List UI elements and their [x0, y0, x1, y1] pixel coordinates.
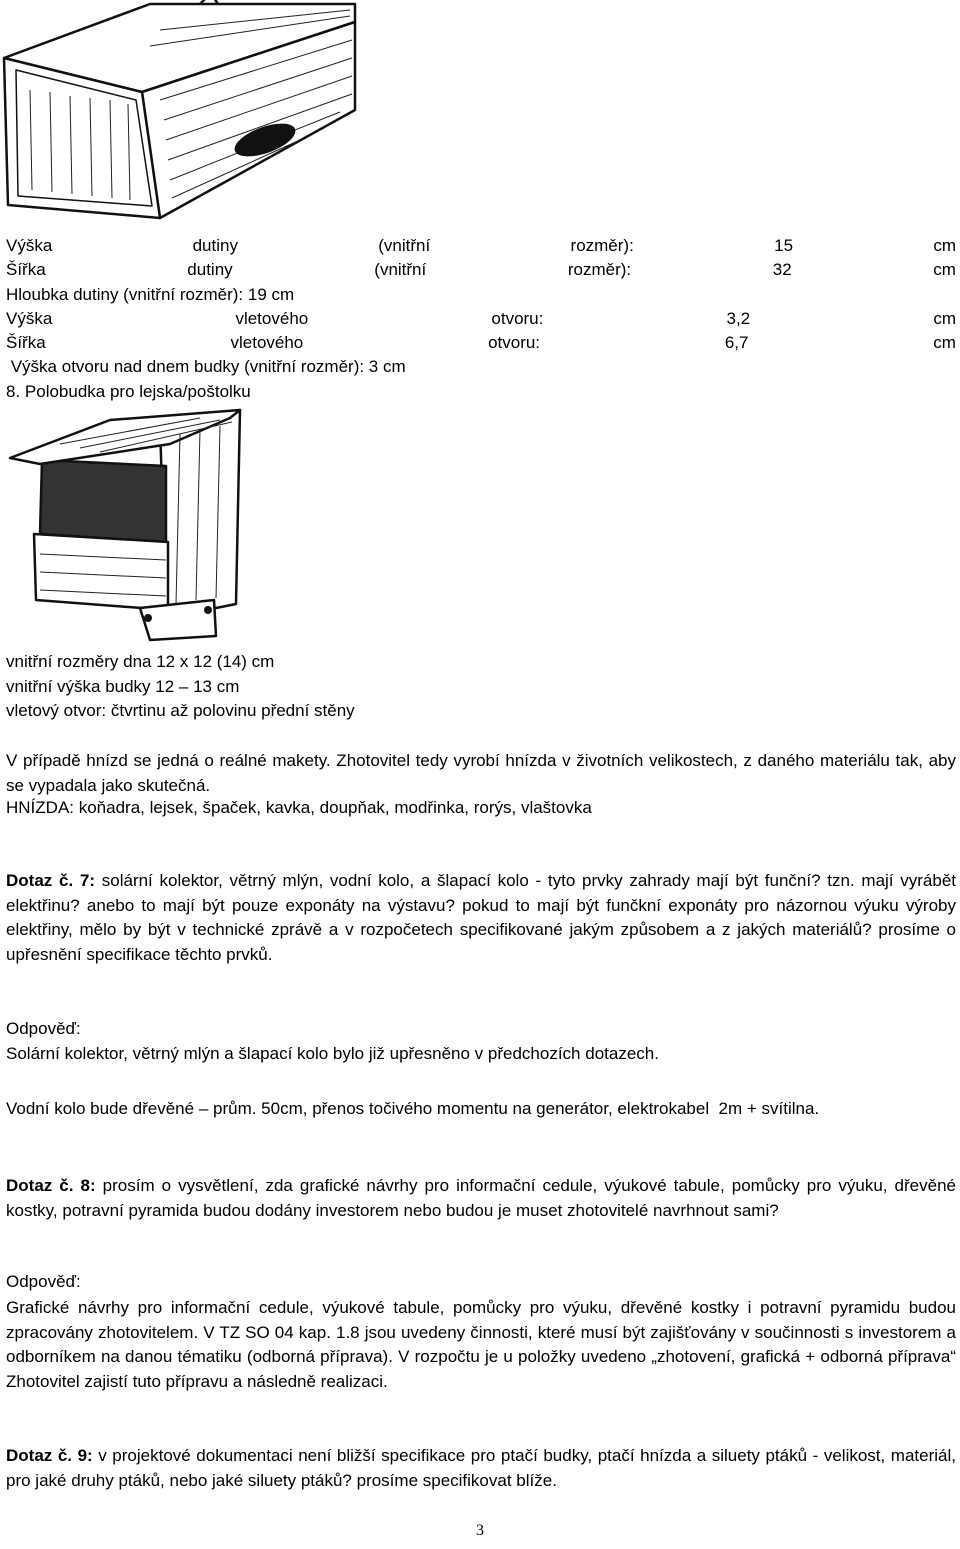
- box-height-row: [6, 236, 956, 256]
- long-nest-box-illustration: [0, 0, 360, 222]
- box-height-label: Výška: [6, 236, 53, 255]
- question-8-label: Dotaz č. 8:: [6, 1176, 96, 1195]
- nests-paragraph: V případě hnízd se jedná o reálné makety. Zhotovitel tedy vyrobí hnízda v životních velikostech, z daného materiálu tak, aby se vypadala jako skutečná.: [6, 751, 956, 795]
- halfbox-inner-height: vnitřní výška budky 12 – 13 cm: [6, 677, 240, 696]
- box-width-word2: dutiny: [187, 260, 233, 279]
- question-9-text: v projektové dokumentaci není bližší specifikace pro ptačí budky, ptačí hnízda a siluety ptáků - velikost, materiál, pro jaké druhy ptáků, nebo jaké siluety ptáků? prosíme specifikovat blíže.: [6, 1446, 956, 1490]
- halfbox-floor: vnitřní rozměry dna 12 x 12 (14) cm: [6, 652, 275, 671]
- box-width-value: 32: [772, 260, 792, 279]
- half-open-nest-box-illustration: [0, 404, 260, 644]
- box-width-row: [6, 260, 956, 280]
- box-width-unit: cm: [933, 260, 956, 279]
- hole-height-value: 3,2: [726, 309, 751, 328]
- hole-width-row: [6, 333, 956, 353]
- question-7: [6, 869, 956, 967]
- hole-height-row: [6, 309, 956, 329]
- answer-8-label: Odpověď:: [6, 1272, 81, 1291]
- hole-width-label: Šířka: [6, 333, 46, 352]
- answer-7-text-1: Solární kolektor, větrný mlýn a šlapací kolo bylo již upřesněno v předchozích dotazech.: [6, 1044, 659, 1063]
- hole-height-unit: cm: [933, 309, 956, 328]
- box-depth: Hloubka dutiny (vnitřní rozměr): 19 cm: [6, 285, 295, 304]
- halfbox-entrance: vletový otvor: čtvrtinu až polovinu přední stěny: [6, 701, 355, 720]
- hole-width-unit: cm: [933, 333, 956, 352]
- hole-height-label: Výška: [6, 309, 53, 328]
- box-height-word2: dutiny: [192, 236, 238, 255]
- question-9: [6, 1444, 956, 1493]
- nests-list: HNÍZDA: koňadra, lejsek, špaček, kavka, doupňak, modřinka, rorýs, vlaštovka: [6, 798, 592, 817]
- question-7-label: Dotaz č. 7:: [6, 871, 96, 890]
- page-number: 3: [476, 1522, 484, 1539]
- box-height-value: 15: [774, 236, 794, 255]
- answer-7-label: Odpověď:: [6, 1019, 81, 1038]
- question-7-text: solární kolektor, větrný mlýn, vodní kolo, a šlapací kolo - tyto prvky zahrady mají být funční? tzn. mají vyrábět elektřinu? anebo to mají být pouze exponáty na výstavu? pokud to mají být funčkní exponáty pro názornou výuku výroby elektřiny, mělo by být v technické zprávě a v rozpočetech specifikované jakým způsobem a z jakých materiálů? prosíme o upřesnění specifikace těchto prvků.: [6, 871, 956, 964]
- hole-above-floor: Výška otvoru nad dnem budky (vnitřní rozměr): 3 cm: [6, 357, 406, 376]
- box-width-label: Šířka: [6, 260, 46, 279]
- hole-height-word3: otvoru:: [491, 309, 544, 328]
- box-height-word4: rozměr):: [570, 236, 634, 255]
- hole-width-value: 6,7: [724, 333, 749, 352]
- box-width-word3: (vnitřní: [374, 260, 427, 279]
- section-heading: 8. Polobudka pro lejska/poštolku: [6, 382, 251, 401]
- answer-8-text: Grafické návrhy pro informační cedule, výukové tabule, pomůcky pro výuku, dřevěné kostky i potravní pyramidu budou zpracovány zhotovitelem. V TZ SO 04 kap. 1.8 jsou uvedeny činnosti, které musí být zajišťovány v součinnosti s investorem a odborníkem na danou tématiku (odborná příprava). V rozpočtu je u položky uvedeno „zhotovení, grafická + odborná příprava“ Zhotovitel zajistí tuto přípravu a následně realizaci.: [6, 1298, 956, 1391]
- question-8-text: prosím o vysvětlení, zda grafické návrhy pro informační cedule, výukové tabule, pomůcky pro výuku, dřevěné kostky, potravní pyramida budou dodány investorem nebo budou je muset zhotovitelé navrhnout sami?: [6, 1176, 956, 1220]
- box-height-word3: (vnitřní: [378, 236, 431, 255]
- box-width-word4: rozměr):: [567, 260, 632, 279]
- box-height-unit: cm: [933, 236, 956, 255]
- answer-7-text-2: Vodní kolo bude dřevěné – prům. 50cm, přenos točivého momentu na generátor, elektrokabel 2m + svítilna.: [6, 1099, 820, 1118]
- hole-width-word2: vletového: [230, 333, 304, 352]
- question-8: [6, 1174, 956, 1223]
- hole-width-word3: otvoru:: [488, 333, 541, 352]
- hole-height-word2: vletového: [235, 309, 309, 328]
- question-9-label: Dotaz č. 9:: [6, 1446, 93, 1465]
